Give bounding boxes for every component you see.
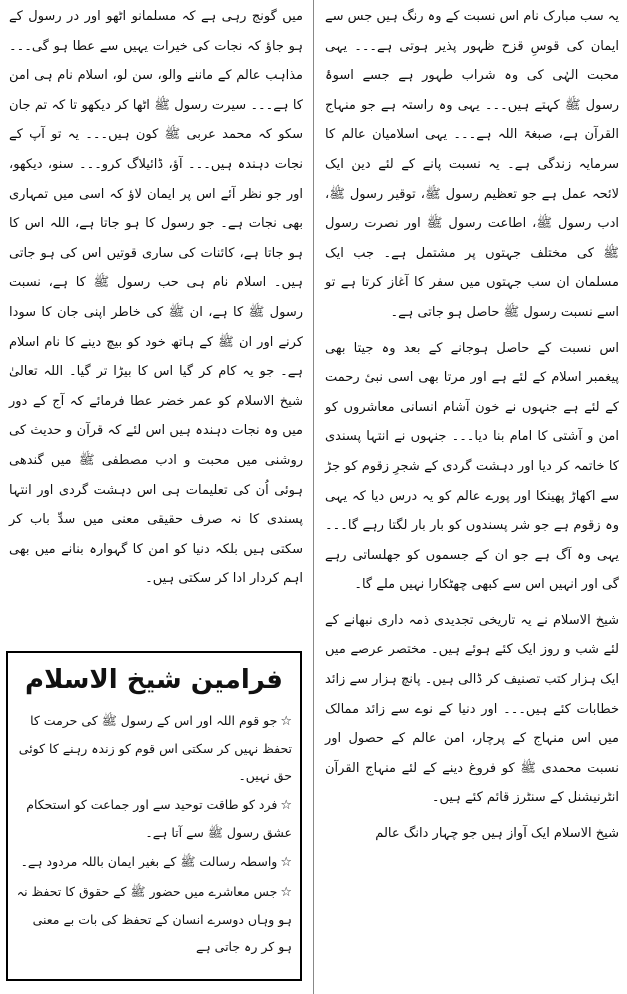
quote-text: واسطہ رسالت ﷺ کے بغیر ایمان باللہ مردود ہے۔ — [20, 854, 278, 869]
quote-item — [16, 848, 292, 876]
quote-text: فرد کو طاقت توحید سے اور جماعت کو استحکام عشق رسول ﷺ سے آتا ہے۔ — [26, 797, 292, 840]
article-paragraph: شیخ الاسلام ایک آواز ہیں جو چہار دانگ عالم — [375, 826, 619, 842]
quote-item — [16, 878, 292, 960]
article-paragraph: میں گونج رہی ہے کہ مسلمانو اٹھو اور در رسول کے ہو جاؤ کہ نجات کی خیرات یہیں سے عطا ہو گی۔۔۔ مذاہب عالم کے ماننے والو، سن لو، اسلام نام ہی امن کا ہے۔۔۔ سیرت رسول ﷺ اٹھا کر دیکھو تا کہ تم جان سکو کہ محمد عربی ﷺ کون ہیں۔۔۔ یہ تو آپ کے نجات دہندہ ہیں۔۔۔ آؤ، ڈائیلاگ کرو۔۔۔ سنو، دیکھو، اور جو نظر آئے اس پر ایمان لاؤ کہ اسی میں تمہاری بھی نجات ہے۔ جو رسول کا ہو جاتا ہے، اللہ اس کا ہو جاتا ہے، کائنات کی ساری قوتیں اس کی ہو جاتی ہیں۔ اسلام نام ہی حب رسول ﷺ کا ہے، نسبت رسول ﷺ کا ہے، ان ﷺ کی خاطر اپنی جان کا سودا کرنے اور ان ﷺ کے ہاتھ خود کو بیچ دینے کا نام اسلام ہے۔ جو یہ کام کر گیا اس کا بیڑا تر گیا۔ اللہ تعالیٰ شیخ الاسلام کو عمر خضر عطا فرمائے کہ آج کے دور میں وہ نجات دہندہ ہیں اس لئے کہ قرآن و حدیث کی روشنی میں محبت و ادب مصطفی ﷺ میں گندھی ہوئی اُن کی تعلیمات ہی اس دہشت گردی اور انتہا پسندی کا نہ صرف حقیقی معنی میں سدِّ باب کر سکتی ہیں بلکہ دنیا کو امن کا گہوارہ بنانے میں بھی اہم کردار ادا کر سکتی ہیں۔ — [9, 9, 303, 587]
star-icon: ☆ — [280, 885, 292, 900]
quote-item — [16, 791, 292, 846]
article-column-left — [9, 2, 303, 600]
quotes-box — [6, 651, 302, 981]
quote-text: جس معاشرے میں حضور ﷺ کے حقوق کا تحفظ نہ ہو وہاں دوسرے انسان کے تحفظ کی بات بے معنی ہو کر رہ جاتی ہے — [16, 884, 292, 954]
article-column-right — [325, 2, 619, 855]
article-paragraph: شیخ الاسلام نے یہ تاریخی تجدیدی ذمہ داری نبھانے کے لئے شب و روز ایک کئے ہوئے ہیں۔ مختصر عرصے میں ایک ہزار کتب تصنیف کر ڈالی ہیں۔ پانچ ہزار سے زائد خطابات کئے ہیں۔۔۔ اور دنیا کے نوے سے زائد ممالک میں اس منہاج کے پرچار، امن عالم کے حصول اور نسبت محمدی ﷺ کو فروغ دینے کے لئے منہاج القرآن انٹرنیشنل کے سنٹرز قائم کئے ہیں۔ — [325, 612, 619, 806]
star-icon: ☆ — [280, 798, 292, 813]
star-icon: ☆ — [280, 714, 292, 729]
column-divider — [313, 0, 314, 994]
quotes-box-title: فرامین شیخ الاسلام — [25, 665, 283, 695]
article-paragraph: یہ سب مبارک نام اس نسبت کے وہ رنگ ہیں جس سے ایمان کی قوسِ قزح ظہور پذیر ہوتی ہے۔۔۔ یہی محبت الہٰی کی وہ شراب طہور ہے جسے اسوۂ رسول ﷺ کہتے ہیں۔۔۔ یہی وہ راستہ ہے جو منہاج القرآن ہے، صبغۃ اللہ ہے۔۔۔ یہی اسلامیان عالم کا سرمایہ زندگی ہے۔ یہ نسبت پانے کے لئے دین ایک لائحہ عمل ہے جو تعظیم رسول ﷺ، توقیر رسول ﷺ، ادب رسول ﷺ، اطاعت رسول ﷺ اور نصرت رسول ﷺ کی مختلف جہتوں پر مشتمل ہے۔ جب ایک مسلمان ان سب جہتوں میں سفر کا آغاز کرتا ہے تو اسے نسبت رسول ﷺ حاصل ہو جاتی ہے۔ — [325, 9, 619, 320]
star-icon: ☆ — [280, 855, 292, 870]
quote-item — [16, 707, 292, 789]
quote-text: جو قوم اللہ اور اس کے رسول ﷺ کی حرمت کا تحفظ نہیں کر سکتی اس قوم کو زندہ رہنے کا کوئی حق نہیں۔ — [18, 713, 292, 783]
article-paragraph: اس نسبت کے حاصل ہوجانے کے بعد وہ جیتا بھی پیغمبر اسلام کے لئے ہے اور مرتا بھی اسی نبیٔ رحمت کے لئے ہے جنہوں نے خون آشام انسانی معاشروں کو امن و آشتی کا امام بنا دیا۔۔۔ جنہوں نے انتہا پسندی کا خاتمہ کر دیا اور دہشت گردی کے شجرِ زقوم کو جڑ سے اکھاڑ پھینکا اور پورے عالم کو یہ درس دیا کہ یہی وہ زقوم ہے جو شر پسندوں کو بار بار لگتا رہے گا۔۔۔ یہی وہ آگ ہے جو ان کے جسموں کو جھلساتی رہے گی اور انہیں اس سے کبھی چھٹکارا نہیں ملے گا۔ — [325, 340, 619, 593]
